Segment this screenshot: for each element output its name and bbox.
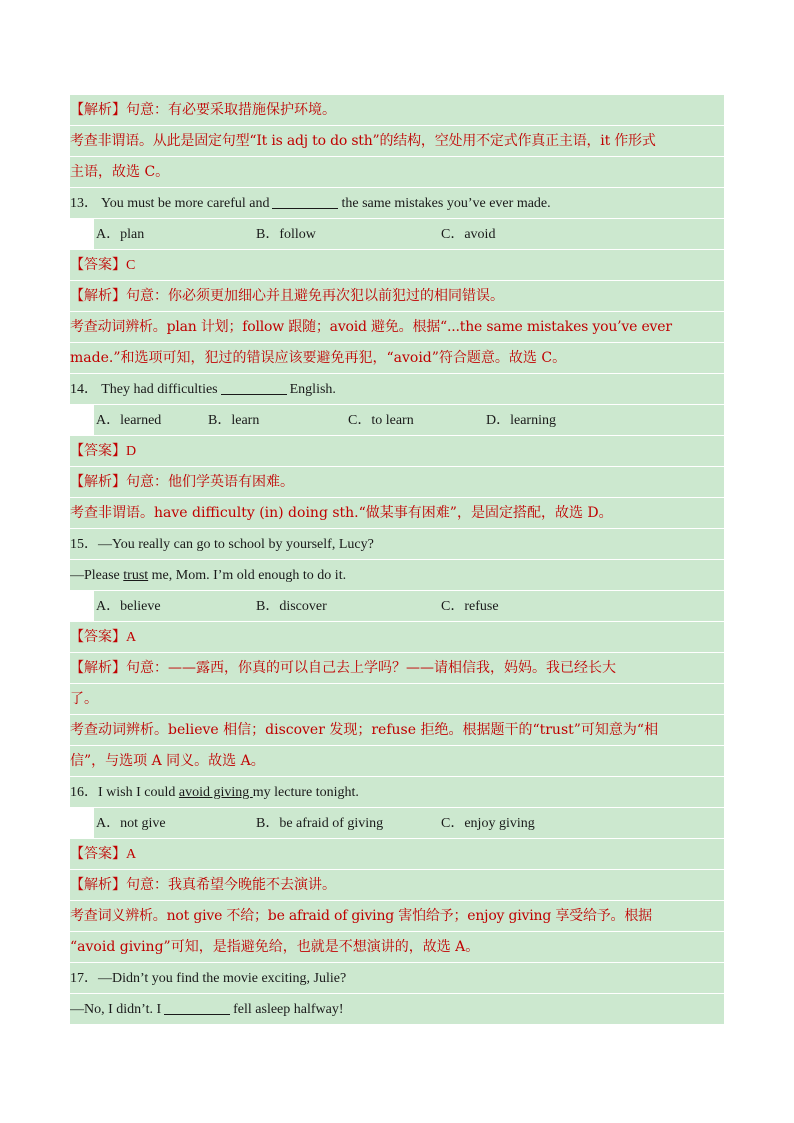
answer-blank: [272, 194, 338, 209]
option-a: A．believe: [96, 599, 161, 614]
explain-line: 考查非谓语。have difficulty (in) doing sth.“做某事有困难”，是固定搭配，故选 D。: [70, 498, 724, 529]
question-17: 17．—Didn’t you find the movie exciting, Julie?: [70, 963, 724, 994]
options-14: [70, 405, 724, 436]
option-b: B．learn: [208, 413, 260, 428]
question-14: 14． They had difficulties English.: [70, 374, 724, 405]
options-15: [70, 591, 724, 622]
answer-line: 【答案】A: [70, 839, 724, 870]
analysis-line: 【解析】句意：他们学英语有困难。: [70, 467, 724, 498]
analysis-line: 【解析】句意：有必要采取措施保护环境。: [70, 95, 724, 126]
answer-line: 【答案】A: [70, 622, 724, 653]
option-a: A．not give: [96, 816, 166, 831]
answer-line: 【答案】D: [70, 436, 724, 467]
option-a: A．learned: [96, 413, 162, 428]
explain-line: 主语，故选 C。: [70, 157, 724, 188]
options-16: [70, 808, 724, 839]
explain-line: made.”和选项可知，犯过的错误应该要避免再犯，“avoid”符合题意。故选 C。: [70, 343, 724, 374]
option-b: B．follow: [256, 227, 316, 242]
explain-line: 考查非谓语。从此是固定句型“It is adj to do sth”的结构，空处用不定式作真正主语，it 作形式: [70, 126, 724, 157]
question-16: 16．I wish I could avoid giving my lecture tonight.: [70, 777, 724, 808]
explain-line: 考查动词辨析。plan 计划；follow 跟随；avoid 避免。根据“...the same mistakes you’ve ever: [70, 312, 724, 343]
question-13: 13． You must be more careful and the same mistakes you’ve ever made.: [70, 188, 724, 219]
analysis-line: 【解析】句意：——露西，你真的可以自己去上学吗？——请相信我，妈妈。我已经长大: [70, 653, 724, 684]
explain-line: 信”，与选项 A 同义。故选 A。: [70, 746, 724, 777]
explain-line: 了。: [70, 684, 724, 715]
option-c: C．avoid: [441, 227, 496, 242]
options-13: [70, 219, 724, 250]
option-d: D．learning: [486, 413, 556, 428]
explain-line: 考查词义辨析。not give 不给；be afraid of giving 害怕给予；enjoy giving 享受给予。根据: [70, 901, 724, 932]
option-c: C．refuse: [441, 599, 499, 614]
question-15: 15．—You really can go to school by yourself, Lucy?: [70, 529, 724, 560]
analysis-line: 【解析】句意：你必须更加细心并且避免再次犯以前犯过的相同错误。: [70, 281, 724, 312]
option-b: B．discover: [256, 599, 327, 614]
explain-line: “avoid giving”可知，是指避免给，也就是不想演讲的，故选 A。: [70, 932, 724, 963]
explain-line: 考查动词辨析。believe 相信；discover 发现；refuse 拒绝。根据题干的“trust”可知意为“相: [70, 715, 724, 746]
option-b: B．be afraid of giving: [256, 816, 384, 831]
option-c: C．enjoy giving: [441, 816, 535, 831]
question-15-reply: —Please trust me, Mom. I’m old enough to do it.: [70, 560, 724, 591]
answer-blank: [164, 1000, 230, 1015]
analysis-line: 【解析】句意：我真希望今晚能不去演讲。: [70, 870, 724, 901]
option-c: C．to learn: [348, 413, 414, 428]
option-a: A．plan: [96, 227, 145, 242]
question-sheet: [70, 95, 724, 1025]
question-17-reply: —No, I didn’t. I fell asleep halfway!: [70, 994, 724, 1025]
answer-blank: [221, 380, 287, 395]
answer-line: 【答案】C: [70, 250, 724, 281]
